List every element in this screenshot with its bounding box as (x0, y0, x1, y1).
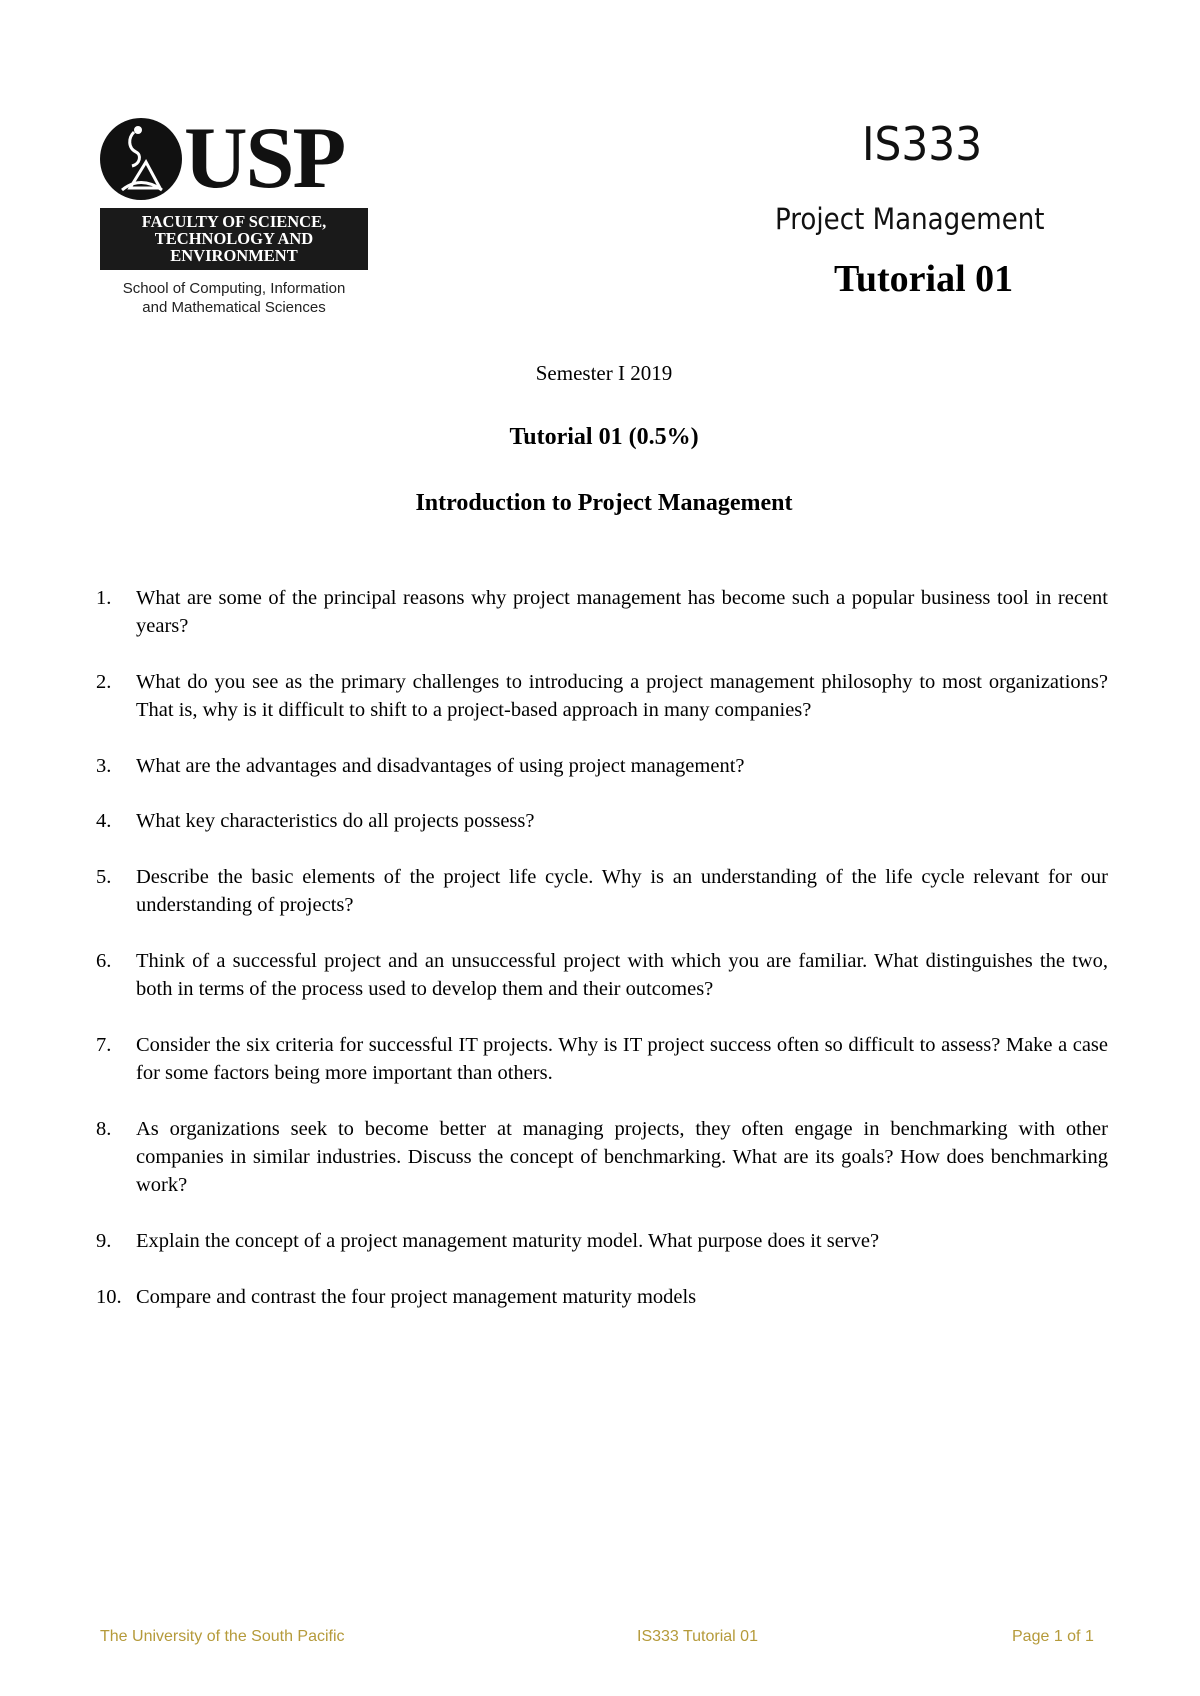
usp-seal-icon (100, 118, 182, 200)
question-text: As organizations seek to become better at managing projects, they often engage in benchmarking with other companies in similar industries. Discuss the concept of benchmarking. What are its goals? How does benchmarking work? (136, 1118, 1108, 1196)
question-text: Think of a successful project and an unsuccessful project with which you are familiar. What distinguishes the two, both in terms of the process used to develop them and their outcomes? (136, 950, 1108, 1000)
question-item (96, 947, 1108, 1003)
school-name (100, 279, 368, 317)
question-number: 1. (96, 587, 112, 609)
tutorial-heading: Tutorial 01 (834, 258, 1014, 300)
footer-page-number: Page 1 of 1 (1012, 1628, 1094, 1645)
question-text: What are the advantages and disadvantages of using project management? (136, 755, 745, 777)
question-number: 3. (96, 755, 112, 777)
course-code: IS333 (862, 117, 983, 171)
question-text: What do you see as the primary challenges to introducing a project management philosophy to most organizations? That is, why is it difficult to shift to a project-based approach in many companies? (136, 671, 1108, 721)
question-item (96, 1031, 1108, 1087)
question-text: Explain the concept of a project management maturity model. What purpose does it serve? (136, 1230, 880, 1252)
faculty-line: FACULTY OF SCIENCE, (141, 212, 327, 231)
question-number: 6. (96, 950, 112, 972)
question-number: 7. (96, 1034, 112, 1056)
topic-title: Introduction to Project Management (415, 490, 793, 516)
logo-top (100, 110, 372, 207)
question-list (96, 584, 1108, 1311)
school-line: School of Computing, Information (122, 280, 346, 297)
question-number: 8. (96, 1118, 112, 1140)
question-text: What are some of the principal reasons why project management has become such a popular business tool in recent years? (136, 587, 1108, 637)
question-number: 10. (96, 1286, 122, 1308)
footer-university: The University of the South Pacific (100, 1628, 345, 1645)
question-text: Describe the basic elements of the project life cycle. Why is an understanding of the life cycle relevant for our understanding of projects? (136, 866, 1108, 916)
question-number: 4. (96, 810, 112, 832)
question-item (96, 1115, 1108, 1199)
question-item (96, 807, 1108, 835)
usp-wordmark: USP (184, 110, 345, 207)
question-number: 2. (96, 671, 112, 693)
question-item (96, 863, 1108, 919)
faculty-line: TECHNOLOGY AND (154, 229, 314, 248)
question-item (96, 668, 1108, 724)
question-text: Consider the six criteria for successful IT projects. Why is IT project success often so difficult to assess? Make a case for some factors being more important than others. (136, 1034, 1108, 1084)
question-item (96, 752, 1108, 780)
question-item (96, 1283, 1108, 1311)
school-line: and Mathematical Sciences (142, 299, 326, 316)
course-name: Project Management (775, 202, 1045, 236)
semester-line: Semester I 2019 (535, 361, 673, 385)
question-number: 5. (96, 866, 112, 888)
footer-document-title: IS333 Tutorial 01 (637, 1628, 758, 1645)
tutorial-weight-title: Tutorial 01 (0.5%) (509, 424, 699, 450)
page-footer (0, 1628, 1200, 1652)
question-text: What key characteristics do all projects possess? (136, 810, 535, 832)
faculty-banner (100, 208, 368, 270)
question-number: 9. (96, 1230, 112, 1252)
question-item (96, 1227, 1108, 1255)
faculty-line: ENVIRONMENT (170, 246, 298, 265)
question-text: Compare and contrast the four project management maturity models (136, 1286, 697, 1308)
usp-logo (100, 110, 372, 317)
question-item (96, 584, 1108, 640)
